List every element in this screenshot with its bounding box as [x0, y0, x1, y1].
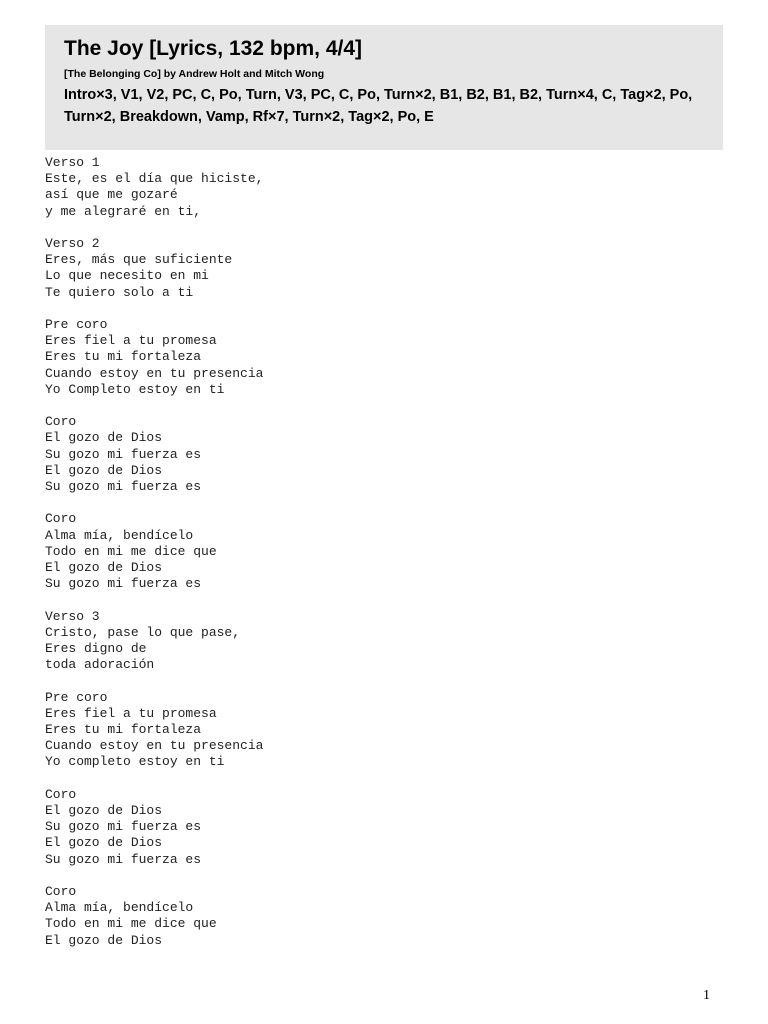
- lyric-section: [45, 236, 705, 301]
- lyric-section: [45, 884, 705, 949]
- section-label: Coro: [45, 511, 77, 527]
- section-label: Coro: [45, 414, 77, 430]
- lyric-line: así que me gozaré: [45, 187, 178, 203]
- lyric-line: Su gozo mi fuerza es: [45, 851, 202, 867]
- lyric-section: [45, 609, 705, 674]
- lyric-line: Todo en mi me dice que: [45, 543, 217, 559]
- section-label: Coro: [45, 786, 77, 802]
- lyric-line: Su gozo mi fuerza es: [45, 819, 202, 835]
- lyric-section: [45, 317, 705, 398]
- section-label: Verso 3: [45, 608, 100, 624]
- lyric-line: Eres digno de: [45, 641, 147, 657]
- lyric-line: y me alegraré en ti,: [45, 203, 202, 219]
- lyric-line: Eres tu mi fortaleza: [45, 722, 202, 738]
- lyric-line: Te quiero solo a ti: [45, 284, 194, 300]
- lyric-line: Este, es el día que hiciste,: [45, 171, 264, 187]
- lyric-line: Alma mía, bendícelo: [45, 900, 194, 916]
- lyric-line: El gozo de Dios: [45, 560, 163, 576]
- lyric-line: Eres, más que suficiente: [45, 252, 233, 268]
- lyric-line: Eres fiel a tu promesa: [45, 333, 217, 349]
- song-credits: [The Belonging Co] by Andrew Holt and Mitch Wong: [64, 68, 325, 80]
- lyric-line: toda adoración: [45, 657, 155, 673]
- lyric-line: Cuando estoy en tu presencia: [45, 738, 264, 754]
- lyric-line: Su gozo mi fuerza es: [45, 479, 202, 495]
- lyric-line: Todo en mi me dice que: [45, 916, 217, 932]
- lyric-line: Alma mía, bendícelo: [45, 527, 194, 543]
- song-title: The Joy [Lyrics, 132 bpm, 4/4]: [64, 37, 362, 60]
- lyric-line: Eres fiel a tu promesa: [45, 705, 217, 721]
- section-label: Pre coro: [45, 689, 108, 705]
- lyric-line: Su gozo mi fuerza es: [45, 576, 202, 592]
- section-label: Pre coro: [45, 317, 108, 332]
- lyric-line: Su gozo mi fuerza es: [45, 446, 202, 462]
- song-header: [45, 25, 723, 150]
- lyric-line: Cuando estoy en tu presencia: [45, 365, 264, 381]
- lyric-line: Eres tu mi fortaleza: [45, 349, 202, 365]
- lyric-section: [45, 787, 705, 868]
- section-label: Verso 1: [45, 155, 100, 170]
- lyric-line: El gozo de Dios: [45, 803, 163, 819]
- section-label: Verso 2: [45, 236, 100, 251]
- lyric-line: Yo Completo estoy en ti: [45, 381, 225, 397]
- lyric-line: El gozo de Dios: [45, 932, 163, 948]
- lyric-line: Cristo, pase lo que pase,: [45, 624, 241, 640]
- lyric-line: Lo que necesito en mi: [45, 268, 209, 284]
- lyric-section: [45, 690, 705, 771]
- lyric-section: [45, 155, 705, 220]
- lyric-line: El gozo de Dios: [45, 835, 163, 851]
- lyric-line: El gozo de Dios: [45, 430, 163, 446]
- lyric-line: El gozo de Dios: [45, 462, 163, 478]
- page-number: 1: [703, 988, 710, 1003]
- lyric-section: [45, 511, 705, 592]
- lyric-section: [45, 414, 705, 495]
- lyrics-body: [45, 155, 705, 965]
- lyric-line: Yo completo estoy en ti: [45, 754, 225, 770]
- song-arrangement: Intro×3, V1, V2, PC, C, Po, Turn, V3, PC, C, Po, Turn×2, B1, B2, B1, B2, Turn×4, C, Tag×2, Po, Turn×2, Breakdown, Vamp, Rf×7, Turn×2, Tag×2, Po, E: [64, 87, 693, 125]
- section-label: Coro: [45, 884, 77, 900]
